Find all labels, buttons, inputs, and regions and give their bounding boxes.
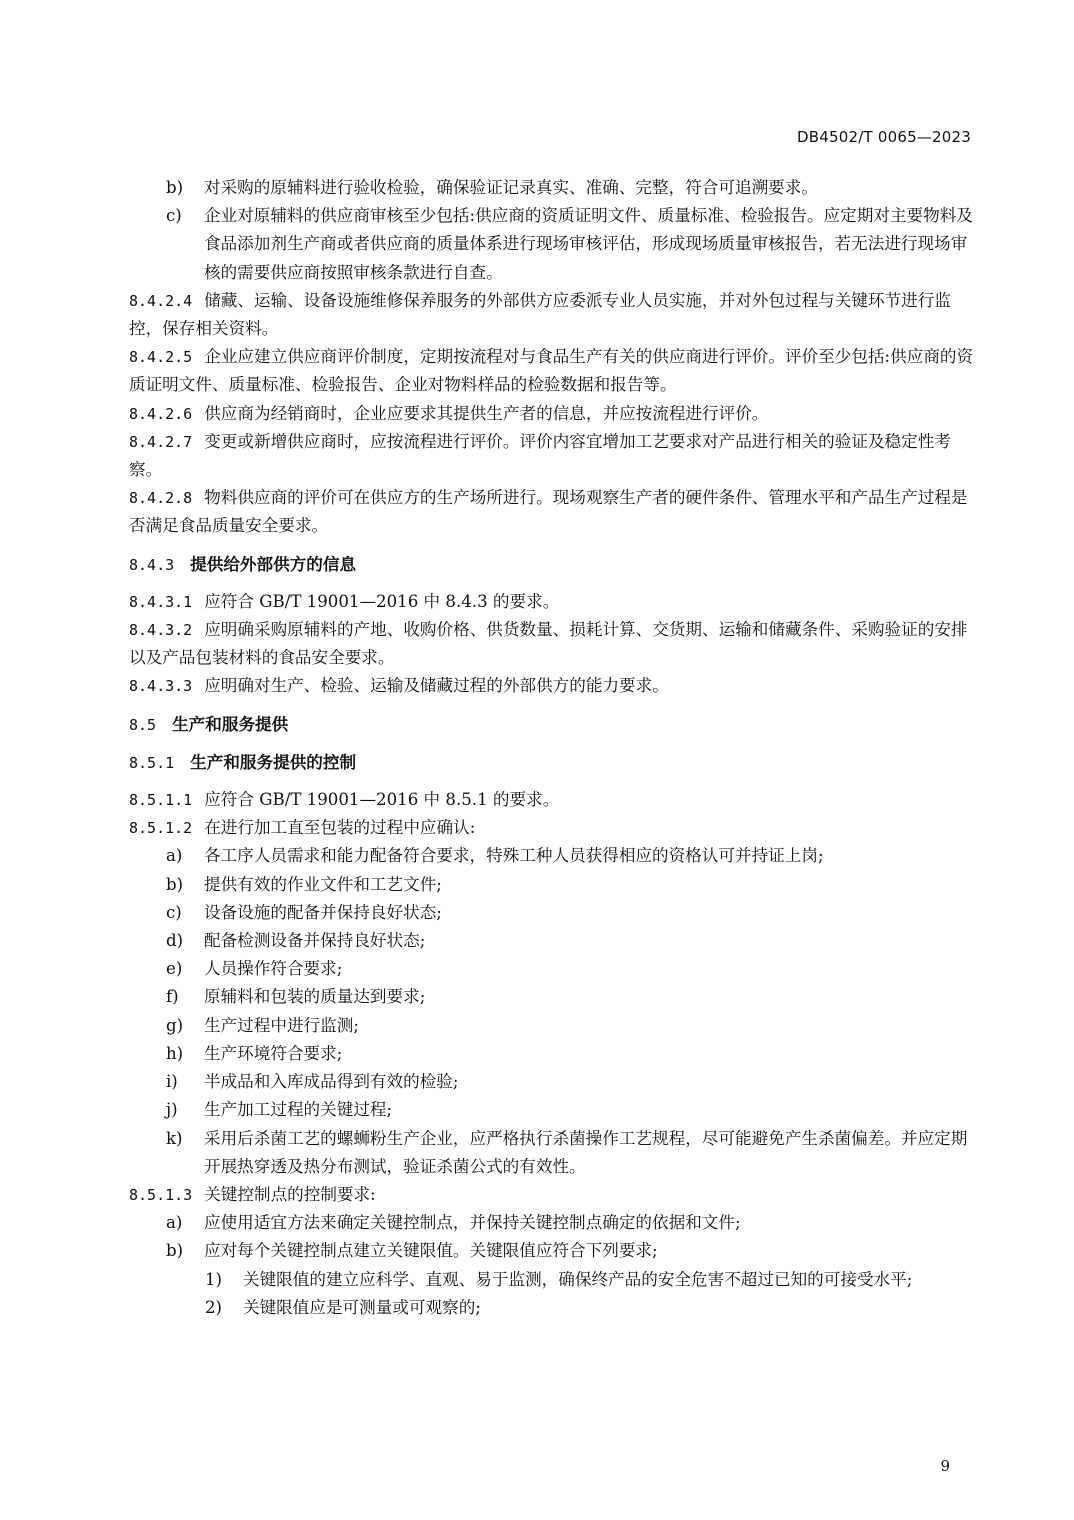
clause-paragraph xyxy=(129,287,974,343)
list-item xyxy=(129,1209,974,1237)
list-item-text: 关键限值的建立应科学、直观、易于监测，确保终产品的安全危害不超过已知的可接受水平; xyxy=(243,1269,913,1289)
list-item xyxy=(129,871,974,899)
list-item-label: a) xyxy=(166,846,183,866)
list-item-text: 应对每个关键控制点建立关键限值。关键限值应符合下列要求; xyxy=(204,1241,658,1261)
list-item-text: 生产加工过程的关键过程; xyxy=(204,1100,393,1120)
clause-paragraph xyxy=(129,1181,974,1209)
section-title: 提供给外部供方的信息 xyxy=(190,553,357,574)
clause-number: 8.5.1.3 xyxy=(129,1185,193,1204)
section-title: 生产和服务提供 xyxy=(172,713,289,734)
section-number: 8.4.3 xyxy=(129,555,175,574)
clause-text: 供应商为经销商时，企业应要求其提供生产者的信息，并应按流程进行评价。 xyxy=(204,403,769,423)
clause-paragraph xyxy=(129,786,974,814)
list-item xyxy=(129,1125,974,1181)
clause-text: 物料供应商的评价可在供应方的生产场所进行。现场观察生产者的硬件条件、管理水平和产品生产过程是否满足食品质量安全要求。 xyxy=(129,488,968,536)
section-heading xyxy=(129,710,974,739)
clause-paragraph xyxy=(129,672,974,700)
list-item-label: 2) xyxy=(205,1297,223,1317)
clause-paragraph xyxy=(129,814,974,842)
list-item-label: d) xyxy=(166,931,184,951)
list-item-label: j) xyxy=(166,1100,178,1120)
list-item-text: 各工序人员需求和能力配备符合要求，特殊工种人员获得相应的资格认可并持证上岗; xyxy=(204,846,824,866)
clause-number: 8.4.2.4 xyxy=(129,291,193,310)
list-item-label: k) xyxy=(166,1128,183,1148)
list-item xyxy=(129,983,974,1011)
clause-number: 8.4.3.2 xyxy=(129,621,193,640)
list-item-text: 原辅料和包装的质量达到要求; xyxy=(204,987,426,1007)
list-item-label: 1) xyxy=(205,1269,223,1289)
list-item xyxy=(129,1294,974,1322)
clause-text: 关键控制点的控制要求: xyxy=(204,1184,376,1204)
list-item xyxy=(129,842,974,870)
list-item-text: 半成品和入库成品得到有效的检验; xyxy=(204,1072,459,1092)
list-item-label: g) xyxy=(166,1015,184,1035)
list-item xyxy=(129,927,974,955)
clause-number: 8.4.3.3 xyxy=(129,677,193,696)
clause-number: 8.5.1.1 xyxy=(129,791,193,810)
document-code-header: DB4502/T 0065—2023 xyxy=(797,128,971,146)
list-item xyxy=(129,899,974,927)
list-item xyxy=(129,1096,974,1124)
clause-text: 变更或新增供应商时，应按流程进行评价。评价内容宜增加工艺要求对产品进行相关的验证及稳定性考察。 xyxy=(129,431,951,480)
section-heading xyxy=(129,748,974,777)
list-item-label: b) xyxy=(166,178,184,197)
list-item-text: 提供有效的作业文件和工艺文件; xyxy=(204,874,442,894)
section-heading xyxy=(129,550,974,579)
list-item-text: 应使用适宜方法来确定关键控制点，并保持关键控制点确定的依据和文件; xyxy=(204,1213,741,1233)
list-item-text: 生产过程中进行监测; xyxy=(204,1015,359,1035)
list-item-text: 企业对原辅料的供应商审核至少包括:供应商的资质证明文件、质量标准、检验报告。应定期对主要物料及食品添加剂生产商或者供应商的质量体系进行现场审核评估，形成现场质量审核报告，若无法进行现场审核的需要供应商按照审核条款进行自查。 xyxy=(204,206,973,282)
list-item-label: c) xyxy=(166,206,182,226)
list-item xyxy=(129,955,974,983)
section-title: 生产和服务提供的控制 xyxy=(190,751,357,772)
clause-text: 应符合 GB/T 19001—2016 中 8.4.3 的要求。 xyxy=(204,591,560,611)
list-item-label: b) xyxy=(166,874,184,894)
list-item-text: 配备检测设备并保持良好状态; xyxy=(204,931,426,951)
list-item-label: c) xyxy=(166,902,182,922)
list-item xyxy=(129,202,974,287)
clause-text: 应明确采购原辅料的产地、收购价格、供货数量、损耗计算、交货期、运输和储藏条件、采购验证的安排以及产品包装材料的食品安全要求。 xyxy=(129,620,968,668)
clause-number: 8.4.2.7 xyxy=(129,432,193,451)
list-item-text: 关键限值应是可测量或可观察的; xyxy=(243,1297,481,1317)
list-item-label: f) xyxy=(166,987,179,1007)
document-body xyxy=(129,174,974,1322)
clause-text: 储藏、运输、设备设施维修保养服务的外部供方应委派专业人员实施，并对外包过程与关键环节进行监控，保存相关资料。 xyxy=(129,290,951,339)
clause-paragraph xyxy=(129,484,974,540)
clause-paragraph xyxy=(129,400,974,428)
list-item-text: 采用后杀菌工艺的螺蛳粉生产企业，应严格执行杀菌操作工艺规程，尽可能避免产生杀菌偏差。并应定期开展热穿透及热分布测试，验证杀菌公式的有效性。 xyxy=(204,1128,968,1176)
list-item-text: 对采购的原辅料进行验收检验，确保验证记录真实、准确、完整，符合可追溯要求。 xyxy=(204,178,818,197)
clause-number: 8.4.3.1 xyxy=(129,592,193,611)
list-item-label: i) xyxy=(166,1072,178,1092)
clause-paragraph xyxy=(129,588,974,616)
clause-paragraph xyxy=(129,343,974,399)
list-item xyxy=(129,1012,974,1040)
list-item xyxy=(129,174,974,202)
list-item xyxy=(129,1266,974,1294)
clause-number: 8.4.2.8 xyxy=(129,489,193,508)
list-item-label: e) xyxy=(166,959,183,979)
list-item xyxy=(129,1040,974,1068)
list-item-text: 人员操作符合要求; xyxy=(204,959,343,979)
clause-paragraph xyxy=(129,428,974,484)
clause-number: 8.5.1.2 xyxy=(129,819,193,838)
page-number: 9 xyxy=(940,1457,950,1475)
list-item-text: 生产环境符合要求; xyxy=(204,1043,343,1063)
section-number: 8.5 xyxy=(129,715,157,734)
clause-text: 企业应建立供应商评价制度，定期按流程对与食品生产有关的供应商进行评价。评价至少包括:供应商的资质证明文件、质量标准、检验报告、企业对物料样品的检验数据和报告等。 xyxy=(129,347,974,395)
list-item-label: h) xyxy=(166,1043,184,1063)
clause-number: 8.4.2.5 xyxy=(129,348,193,367)
clause-text: 应明确对生产、检验、运输及储藏过程的外部供方的能力要求。 xyxy=(204,676,669,696)
list-item-label: a) xyxy=(166,1213,183,1233)
list-item xyxy=(129,1237,974,1265)
list-item-text: 设备设施的配备并保持良好状态; xyxy=(204,902,442,922)
list-item-label: b) xyxy=(166,1241,184,1261)
list-item xyxy=(129,1068,974,1096)
clause-number: 8.4.2.6 xyxy=(129,404,193,423)
clause-text: 应符合 GB/T 19001—2016 中 8.5.1 的要求。 xyxy=(204,790,560,810)
clause-text: 在进行加工直至包装的过程中应确认: xyxy=(204,818,476,838)
clause-paragraph xyxy=(129,616,974,672)
section-number: 8.5.1 xyxy=(129,753,175,772)
